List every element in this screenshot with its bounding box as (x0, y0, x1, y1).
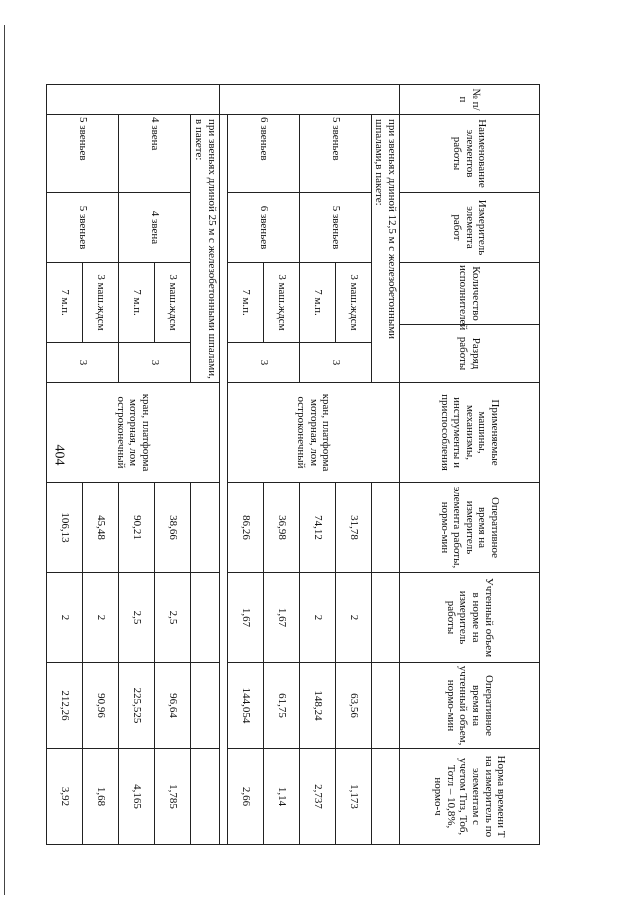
op-volume-cell: 61,75 (263, 663, 299, 749)
norm-cell: 4,165 (119, 749, 155, 845)
op-time-cell: 86,26 (227, 483, 263, 573)
header-num: № п/п (400, 85, 540, 115)
workers-cell: 7 м.п. (119, 263, 155, 343)
op-volume-cell: 96,64 (155, 663, 191, 749)
op-time-cell: 74,12 (299, 483, 335, 573)
norm-cell: 1,173 (335, 749, 371, 845)
section-row (191, 85, 219, 845)
header-name: Наименование элементов работы (400, 115, 540, 193)
header-workers: Количество исполнителей (400, 263, 540, 325)
volume-cell: 2 (47, 573, 83, 663)
machines-cell: кран, платформа моторная, лом остроконечный (47, 383, 219, 483)
op-volume-cell: 144,054 (227, 663, 263, 749)
element-meter: 5 звеньев (47, 193, 119, 263)
norm-cell: 2,66 (227, 749, 263, 845)
volume-cell: 2 (83, 573, 119, 663)
op-volume-cell: 63,56 (335, 663, 371, 749)
op-volume-cell: 148,24 (299, 663, 335, 749)
workers-cell: 3 маш.ждсм (83, 263, 119, 343)
header-volume: Учтенный объем в норме на измеритель работы (400, 573, 540, 663)
grade-cell: 3 (47, 343, 119, 383)
spacer-row (219, 85, 227, 845)
workers-cell: 3 маш.ждсм (263, 263, 299, 343)
section-title: при звеньях длиной 25 м с железобетонными шпалами, в пакете: (191, 115, 219, 383)
header-machines: Применяемые машины, механизмы, инструменты и приспособления (400, 383, 540, 483)
grade-cell: 3 (227, 343, 299, 383)
element-name: 5 звеньев (299, 115, 371, 193)
grade-cell: 3 (119, 343, 191, 383)
volume-cell: 2,5 (155, 573, 191, 663)
scan-edge-line (4, 25, 5, 895)
norm-table (46, 84, 540, 845)
element-name: 5 звеньев (47, 115, 119, 193)
workers-cell: 7 м.п. (47, 263, 83, 343)
header-row (400, 85, 540, 845)
norm-cell: 1,68 (83, 749, 119, 845)
section-title: при звеньях длиной 12,5 м с железобетонными шпалами,в пакете: (371, 115, 399, 383)
op-time-cell: 31,78 (335, 483, 371, 573)
workers-cell: 7 м.п. (299, 263, 335, 343)
element-meter: 6 звеньев (227, 193, 299, 263)
element-name: 4 звена (119, 115, 191, 193)
section-row (371, 85, 399, 845)
element-name: 6 звеньев (227, 115, 299, 193)
header-op-time-volume: Оперативное время на учтенный объем, нормо-мин (400, 663, 540, 749)
header-meter: Измеритель элемента работ (400, 193, 540, 263)
volume-cell: 2,5 (119, 573, 155, 663)
machines-cell: кран, платформа моторная, лом остроконечный (227, 383, 399, 483)
op-volume-cell: 212,26 (47, 663, 83, 749)
volume-cell: 1,67 (227, 573, 263, 663)
grade-cell: 3 (299, 343, 371, 383)
header-grade: Разряд работы (400, 325, 540, 383)
norm-cell: 1,14 (263, 749, 299, 845)
op-time-cell: 38,66 (155, 483, 191, 573)
workers-cell: 7 м.п. (227, 263, 263, 343)
element-meter: 4 звена (119, 193, 191, 263)
volume-cell: 2 (335, 573, 371, 663)
volume-cell: 1,67 (263, 573, 299, 663)
header-norm-time: Норма времени Т на измеритель по элементам с учетом Тпз, Тоб, Тотл – 10,8%, нормо-ч (400, 749, 540, 845)
op-time-cell: 106,13 (47, 483, 83, 573)
header-op-time-meter: Оперативное время на измеритель элемента работы, нормо-мин (400, 483, 540, 573)
norm-cell: 3,92 (47, 749, 83, 845)
op-volume-cell: 90,96 (83, 663, 119, 749)
workers-cell: 3 маш.ждсм (155, 263, 191, 343)
op-time-cell: 90,21 (119, 483, 155, 573)
op-time-cell: 45,48 (83, 483, 119, 573)
num-cell (219, 85, 399, 115)
op-time-cell: 36,98 (263, 483, 299, 573)
page-number: 404 (51, 444, 67, 466)
op-volume-cell: 225,525 (119, 663, 155, 749)
volume-cell: 2 (299, 573, 335, 663)
norm-cell: 1,785 (155, 749, 191, 845)
workers-cell: 3 маш.ждсм (335, 263, 371, 343)
norm-cell: 2,737 (299, 749, 335, 845)
element-meter: 5 звеньев (299, 193, 371, 263)
num-cell (47, 85, 219, 115)
